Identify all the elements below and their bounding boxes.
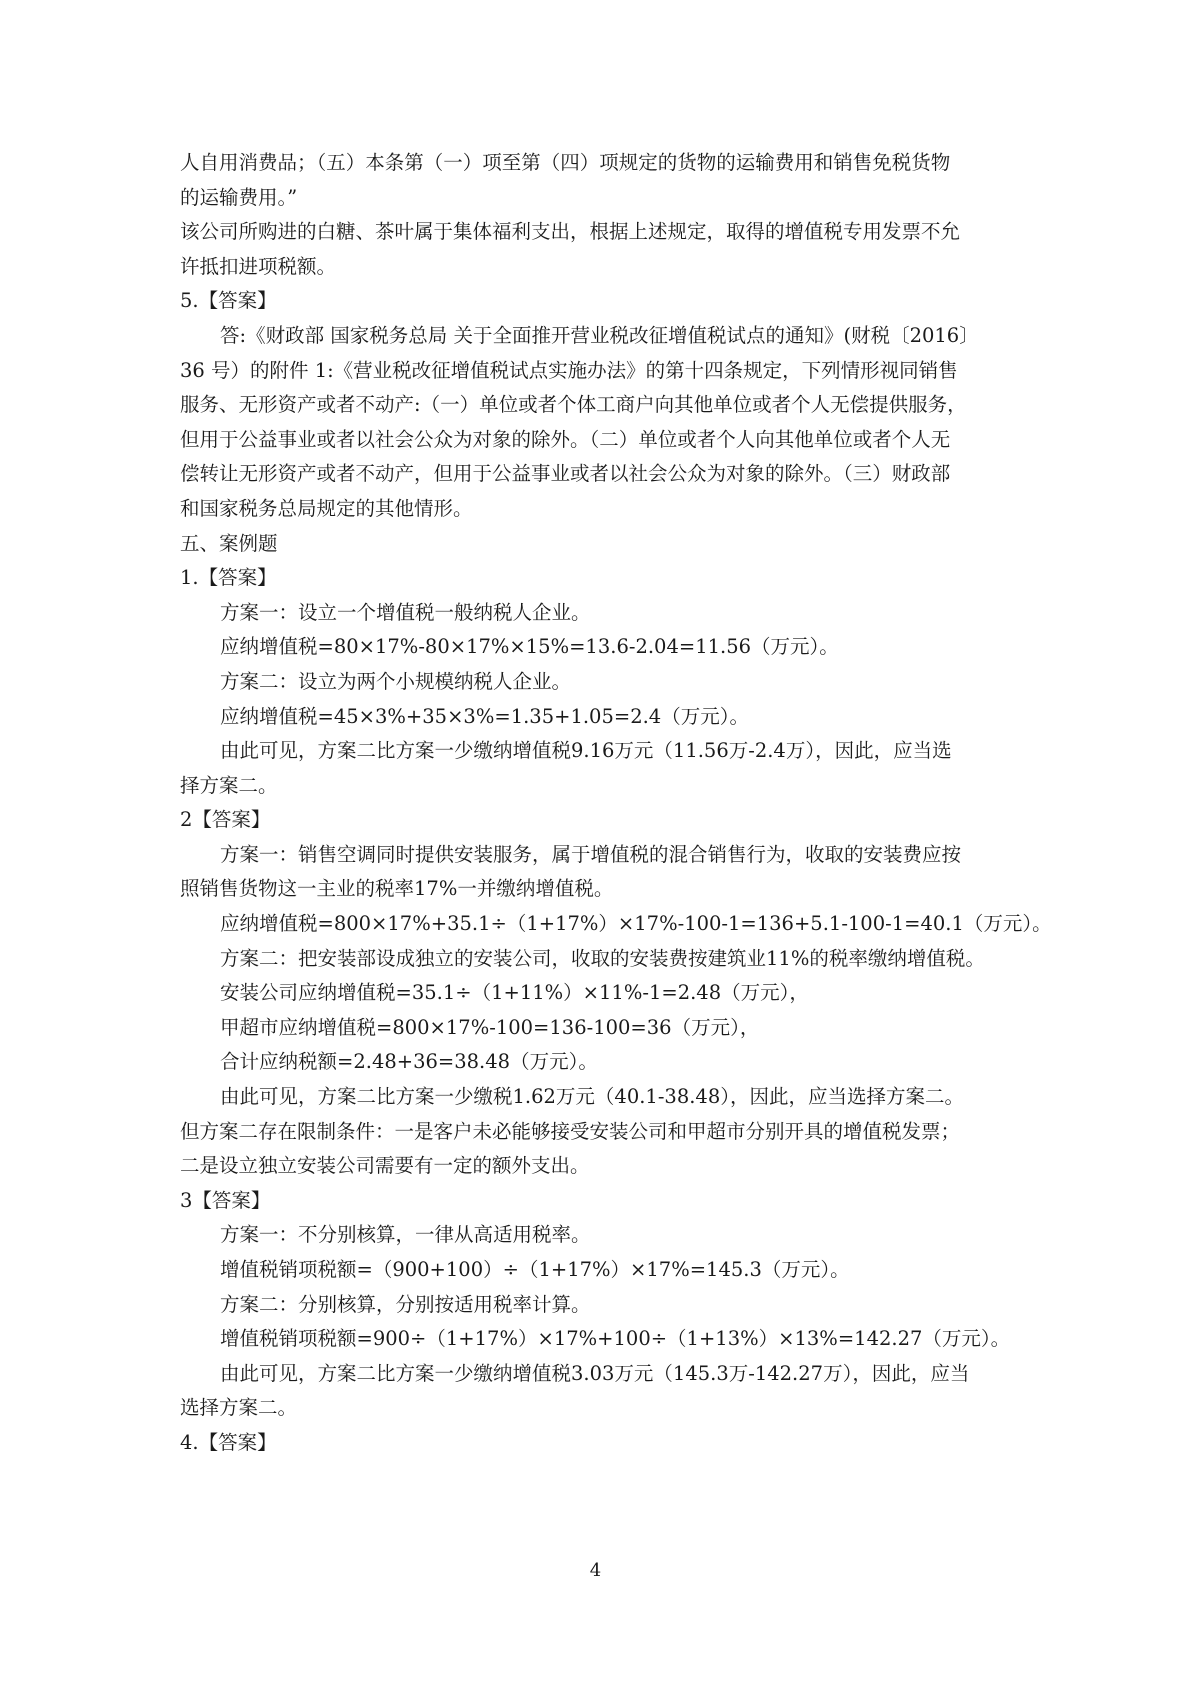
- formula-line: 甲超市应纳增值税=800×17%-100=136-100=36（万元），: [220, 1015, 760, 1039]
- text-line: 方案二：分别核算，分别按适用税率计算。: [220, 1292, 591, 1316]
- text-line: 36 号）的附件 1:《营业税改征增值税试点实施办法》的第十四条规定，下列情形视同销售: [180, 358, 958, 382]
- page-number: 4: [589, 1560, 602, 1581]
- formula-line: 应纳增值税=80×17%-80×17%×15%=13.6-2.04=11.56（万元）。: [220, 635, 839, 659]
- answer-heading: 2【答案】: [180, 808, 271, 832]
- text-line: 但方案二存在限制条件：一是客户未必能够接受安装公司和甲超市分别开具的增值税发票；: [180, 1119, 961, 1143]
- text-line: 由此可见，方案二比方案一少缴纳增值税3.03万元（145.3万-142.27万），因此，应当: [220, 1361, 970, 1385]
- formula-line: 增值税销项税额=900÷（1+17%）×17%+100÷（1+13%）×13%=142.27（万元）。: [220, 1327, 1011, 1351]
- text-line: 方案一：不分别核算，一律从高适用税率。: [220, 1223, 591, 1247]
- formula-line: 合计应纳税额=2.48+36=38.48（万元）。: [220, 1050, 598, 1074]
- text-line: 服务、无形资产或者不动产:（一）单位或者个体工商户向其他单位或者个人无偿提供服务，: [180, 393, 967, 417]
- text-line: 由此可见，方案二比方案一少缴纳增值税9.16万元（11.56万-2.4万），因此，应当选: [220, 739, 952, 763]
- text-line: 偿转让无形资产或者不动产，但用于公益事业或者以社会公众为对象的除外。（三）财政部: [180, 462, 951, 486]
- section-heading: 五、案例题: [180, 531, 278, 555]
- text-line: 人自用消费品；（五）本条第（一）项至第（四）项规定的货物的运输费用和销售免税货物: [180, 151, 951, 174]
- answer-heading: 1.【答案】: [180, 566, 277, 590]
- answer-heading: 5.【答案】: [180, 289, 277, 313]
- text-line: 许抵扣进项税额。: [180, 254, 337, 278]
- text-line: 照销售货物这一主业的税率17%一并缴纳增值税。: [180, 877, 614, 901]
- text-line: 答:《财政部 国家税务总局 关于全面推开营业税改征增值税试点的通知》(财税〔2016〕: [220, 323, 979, 347]
- answer-heading: 3【答案】: [180, 1188, 271, 1212]
- text-line: 该公司所购进的白糖、茶叶属于集体福利支出，根据上述规定，取得的增值税专用发票不允: [180, 220, 961, 244]
- formula-line: 应纳增值税=800×17%+35.1÷（1+17%）×17%-100-1=136+5.1-100-1=40.1（万元）。: [220, 912, 1052, 936]
- formula-line: 应纳增值税=45×3%+35×3%=1.35+1.05=2.4（万元）。: [220, 704, 749, 728]
- text-line: 但用于公益事业或者以社会公众为对象的除外。（二）单位或者个人向其他单位或者个人无: [180, 427, 951, 451]
- text-line: 和国家税务总局规定的其他情形。: [180, 496, 473, 520]
- text-line: 选择方案二。: [180, 1396, 298, 1420]
- formula-line: 安装公司应纳增值税=35.1÷（1+11%）×11%-1=2.48（万元），: [220, 981, 809, 1005]
- text-line: 方案二：设立为两个小规模纳税人企业。: [220, 669, 572, 693]
- formula-line: 增值税销项税额=（900+100）÷（1+17%）×17%=145.3（万元）。: [220, 1258, 850, 1281]
- text-line: 的运输费用。”: [180, 185, 298, 209]
- text-line: 方案二：把安装部设成独立的安装公司，收取的安装费按建筑业11%的税率缴纳增值税。: [220, 946, 985, 970]
- body-text: [180, 146, 1052, 1461]
- text-line: 方案一：设立一个增值税一般纳税人企业。: [220, 600, 591, 624]
- text-line: 方案一：销售空调同时提供安装服务，属于增值税的混合销售行为，收取的安装费应按: [220, 842, 962, 866]
- text-line: 择方案二。: [180, 773, 278, 797]
- text-line: 二是设立独立安装公司需要有一定的额外支出。: [180, 1154, 590, 1178]
- answer-heading: 4.【答案】: [180, 1430, 277, 1454]
- text-line: 由此可见，方案二比方案一少缴税1.62万元（40.1-38.48），因此，应当选择方案二。: [220, 1085, 964, 1109]
